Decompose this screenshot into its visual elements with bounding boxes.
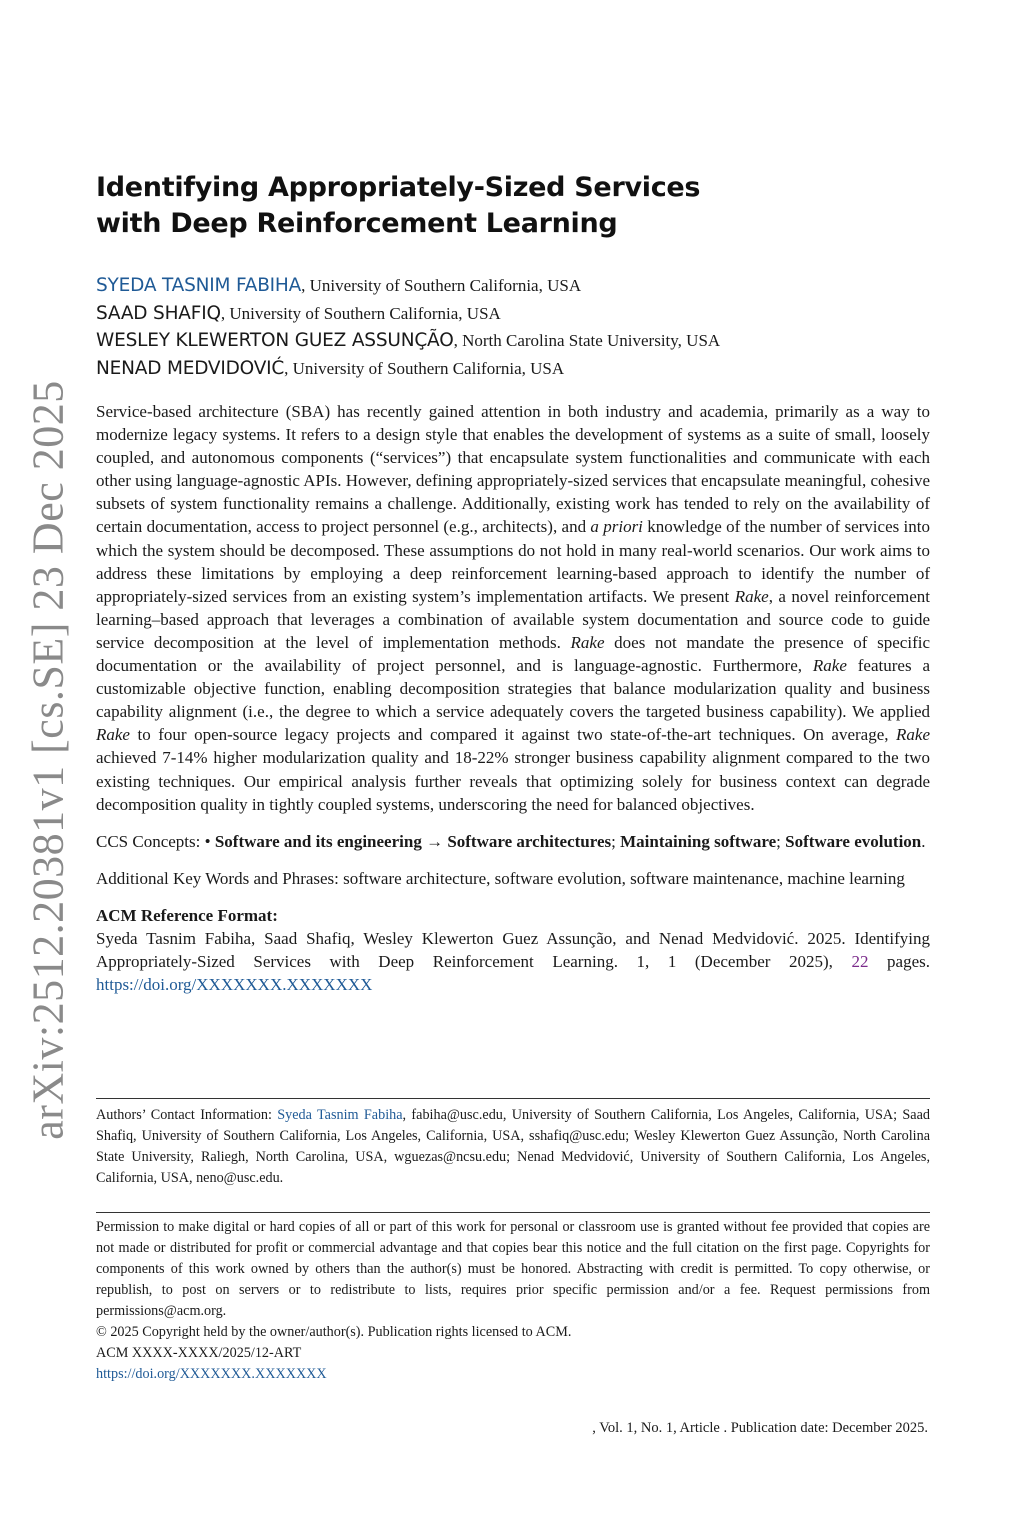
contact-information: [96, 1098, 930, 1189]
author-affiliation: , University of Southern California, USA: [284, 358, 565, 378]
tool-name: Rake: [96, 725, 130, 745]
copyright-line: © 2025 Copyright held by the owner/author(s). Publication rights licensed to ACM.: [96, 1324, 572, 1340]
permission-notice: [96, 1212, 930, 1385]
ccs-separator: ;: [611, 831, 621, 851]
abstract-text: does not mandate the presence of specific documentation or the availability of project personnel, and is language-agnostic. Furthermore,: [96, 632, 931, 676]
paper-front-matter: [96, 170, 930, 996]
author-entry: [96, 355, 930, 383]
author-name: WESLEY KLEWERTON GUEZ ASSUNÇÃO: [96, 330, 454, 351]
contact-prefix: Authors’ Contact Information:: [96, 1107, 278, 1123]
author-affiliation: , University of Southern California, USA: [301, 276, 582, 295]
doi-link[interactable]: https://doi.org/XXXXXXX.XXXXXXX: [96, 1366, 327, 1382]
ccs-separator: ;: [776, 831, 786, 851]
abstract-text: features a customizable objective function, enabling decomposition strategies that balance modularization quality and business capability alignment (i.e., the degree to which a service adequately covers the targeted business capability). We applied: [96, 656, 931, 722]
ccs-concept: Software evolution: [785, 831, 922, 851]
author-name: NENAD MEDVIDOVIĆ: [96, 357, 285, 379]
doi-link[interactable]: https://doi.org/XXXXXXX.XXXXXXX: [96, 974, 373, 994]
abstract-text: to four open-source legacy projects and compared it against two state-of-the-art techniques. On average,: [129, 725, 897, 745]
paper-title: [96, 170, 930, 242]
abstract-text: knowledge of the number of services into which the system should be decomposed. These assumptions do not hold in many real-world scenarios. Our work aims to address these limitations by employing a deep reinforcement learning-based approach to identify the number of appropriately-sized services from an existing system’s implementation artifacts. We present: [96, 517, 930, 606]
author-name: SAAD SHAFIQ: [96, 302, 221, 324]
tool-name: Rake: [812, 656, 847, 676]
contact-text: [96, 1105, 930, 1189]
reference-text: pages.: [868, 951, 930, 971]
page-count-link[interactable]: 22: [851, 951, 869, 971]
author-entry: [96, 272, 930, 300]
author-entry: [96, 327, 930, 355]
permission-text: Permission to make digital or hard copies of all or part of this work for personal or classroom use is granted without fee provided that copies are not made or distributed for profit or commercial advantage and that copies bear this notice and the full citation on the first page. Copyrights for components of this work owned by others than the author(s) must be honored. Abstracting with credit is permitted. To copy otherwise, or republish, to post on servers or to redistribute to lists, requires prior specific permission and/or a fee. Request permissions from permissions@acm.org.: [96, 1219, 930, 1319]
abstract-text: achieved 7-14% higher modularization quality and 18-22% stronger business capability alignment compared to the two existing techniques. Our empirical analysis further reveals that optimizing solely for business context can degrade decomposition quality in tightly coupled systems, underscoring the need for balanced objectives.: [96, 748, 930, 814]
title-line-1: Identifying Appropriately-Sized Services: [96, 172, 701, 203]
acm-number: ACM XXXX-XXXX/2025/12-ART: [96, 1345, 302, 1361]
abstract-emphasis: a priori: [590, 517, 643, 537]
ccs-concepts: [96, 830, 930, 853]
reference-format: [96, 927, 930, 996]
reference-text: Syeda Tasnim Fabiha, Saad Shafiq, Wesley Klewerton Guez Assunção, and Nenad Medvidović. 2025. Identifying Appropriately-Sized Services with Deep Reinforcement Learning. 1, 1 (December 2025),: [96, 928, 930, 971]
author-affiliation: , University of Southern California, USA: [220, 303, 501, 323]
abstract-text: Service-based architecture (SBA) has recently gained attention in both industry and academia, primarily as a way to modernize legacy systems. It refers to a design style that enables the development of systems as a suite of small, loosely coupled, and autonomous components (“services”) that encapsulate system functionalities and communicate with each other using language-agnostic APIs. However, defining appropriately-sized services that encapsulate meaningful, cohesive subsets of system functionality remains a challenge. Additionally, existing work has tended to rely on the availability of certain documentation, access to project personnel (e.g., architects), and: [96, 402, 930, 537]
author-name-link[interactable]: SYEDA TASNIM FABIHA: [96, 275, 302, 296]
arxiv-id: arXiv:2512.20381v1 [cs.SE] 23 Dec 2025: [23, 380, 73, 1140]
keywords: Additional Key Words and Phrases: software architecture, software evolution, software maintenance, machine learning: [96, 868, 905, 888]
ccs-prefix: CCS Concepts: •: [96, 831, 215, 851]
contact-details: , fabiha@usc.edu, University of Southern California, Los Angeles, California, USA; Saad Shafiq, University of Southern California, Los Angeles, California, USA, sshafiq@usc.edu; Wesley Klewerton Guez Assunção, North Carolina State University, Raliegh, North Carolina, USA, wguezas@ncsu.edu; Nenad Medvidović, University of Southern California, Los Angeles, California, USA, neno@usc.edu.: [96, 1107, 930, 1186]
abstract: [96, 400, 930, 816]
arxiv-stamp: [18, 380, 78, 1140]
tool-name: Rake: [570, 632, 605, 652]
divider: [96, 1212, 930, 1213]
author-affiliation: , North Carolina State University, USA: [453, 331, 721, 350]
tool-name: Rake: [896, 725, 930, 745]
author-entry: [96, 300, 930, 328]
reference-format-heading: ACM Reference Format:: [96, 905, 278, 925]
ccs-end: .: [921, 831, 926, 851]
ccs-concept: Maintaining software: [620, 831, 777, 851]
ccs-concept: Software and its engineering → Software architectures: [214, 831, 612, 851]
author-list: [96, 272, 930, 382]
page-footer: , Vol. 1, No. 1, Article . Publication date: December 2025.: [592, 1420, 928, 1436]
author-contact-link[interactable]: Syeda Tasnim Fabiha: [277, 1107, 403, 1123]
abstract-text: , a novel reinforcement learning–based approach that leverages a combination of available system documentation and source code to guide service decomposition at the level of implementation methods.: [96, 586, 930, 652]
title-line-2: with Deep Reinforcement Learning: [96, 208, 618, 239]
tool-name: Rake: [734, 586, 769, 606]
divider: [96, 1098, 930, 1099]
